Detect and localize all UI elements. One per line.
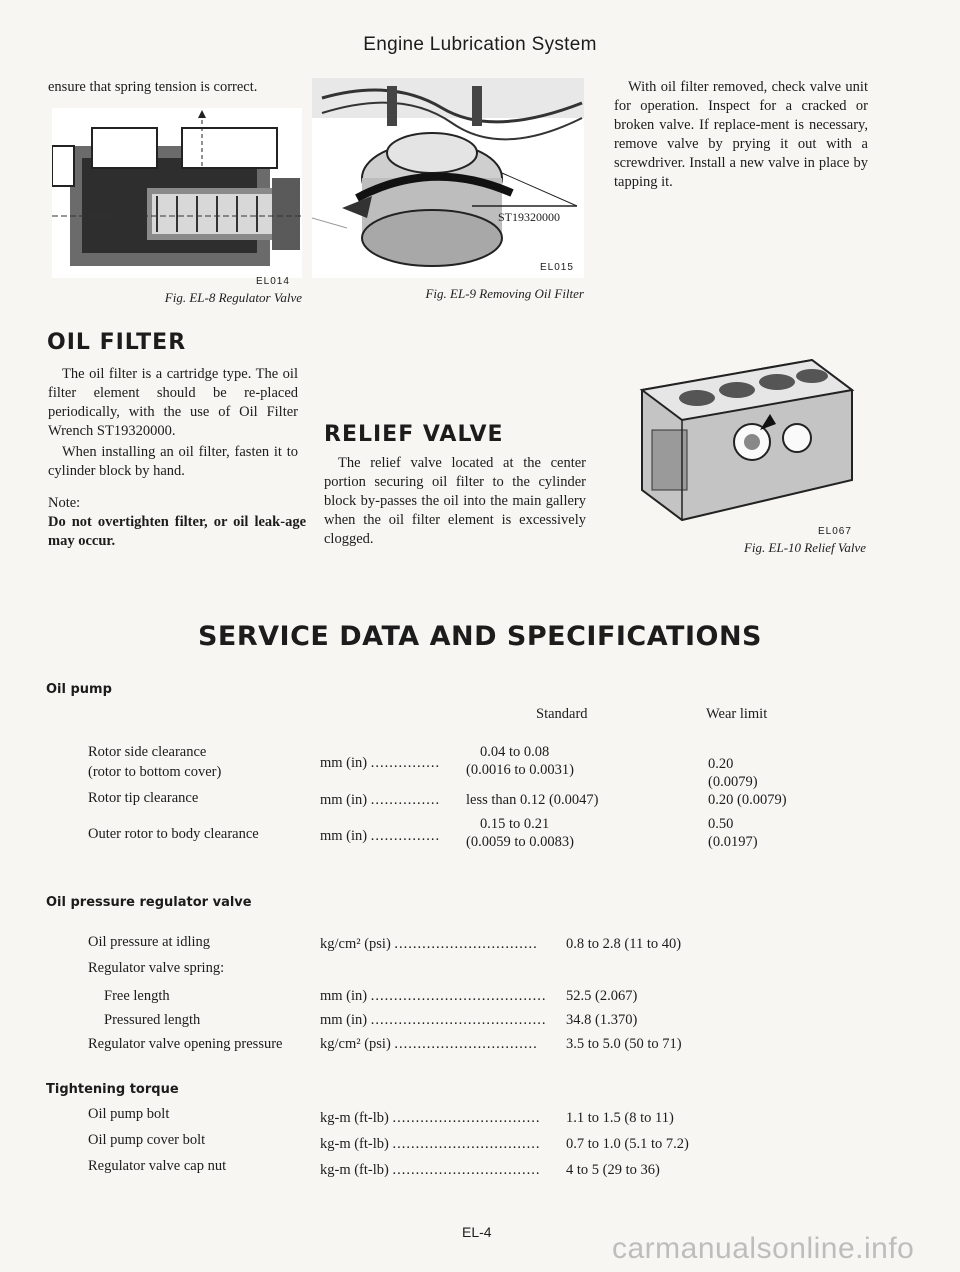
unit-text: mm (in) <box>320 792 368 808</box>
relief-valve-heading: RELIEF VALVE <box>324 422 504 447</box>
regulator-heading: Oil pressure regulator valve <box>46 895 252 910</box>
spec-label: Pressured length <box>104 1012 201 1028</box>
spec-label: Oil pressure at idling <box>88 934 211 950</box>
spec-standard: 0.04 to 0.08 <box>480 744 550 760</box>
spec-standard: 0.15 to 0.21 <box>480 816 550 832</box>
oil-pump-heading: Oil pump <box>46 682 112 697</box>
torque-heading: Tightening torque <box>46 1082 179 1097</box>
spec-label: Outer rotor to body clearance <box>88 826 259 842</box>
spec-unit <box>320 1036 538 1053</box>
spec-standard: (0.0059 to 0.0083) <box>466 834 574 850</box>
regulator-valve-drawing <box>52 108 302 278</box>
spec-label: Regulator valve cap nut <box>88 1158 227 1174</box>
spec-label: Rotor side clearance <box>88 744 207 760</box>
spec-unit <box>320 1162 540 1179</box>
spec-wear: (0.0197) <box>708 834 758 850</box>
spec-value: 1.1 to 1.5 (8 to 11) <box>566 1110 674 1126</box>
spec-value: 4 to 5 (29 to 36) <box>566 1162 660 1178</box>
dot-leader: ............... <box>370 755 441 771</box>
watermark[interactable]: carmanualsonline.info <box>612 1232 915 1265</box>
dot-leader: ............................... <box>394 1036 538 1052</box>
spec-unit <box>320 1110 540 1127</box>
col-wear-limit-header: Wear limit <box>706 706 768 722</box>
unit-text: kg-m (ft-lb) <box>320 1110 389 1126</box>
fig8-caption: Fig. EL-8 Regulator Valve <box>164 290 302 305</box>
check-valve-text: With oil filter removed, check valve unit for operation. Inspect for a cracked or broken valve. If replace-ment is necessary, remove valve by prying it out with a screwdriver. Install a new valve in place by tapping it. <box>614 79 868 190</box>
spec-label: Regulator valve spring: <box>88 960 225 976</box>
fig9-caption: Fig. EL-9 Removing Oil Filter <box>425 286 584 301</box>
fig10-caption: Fig. EL-10 Relief Valve <box>743 540 866 555</box>
dot-leader: ................................ <box>392 1162 541 1178</box>
spec-wear: (0.0079) <box>708 774 758 790</box>
oil-filter-paragraph-1: The oil filter is a cartridge type. The oil filter element should be re-placed periodically, with the use of Oil Filter Wrench ST19320000. <box>48 366 298 439</box>
oil-filter-paragraph-2: When installing an oil filter, fasten it to cylinder block by hand. <box>48 444 298 479</box>
spec-unit <box>320 1136 540 1153</box>
spec-value: 3.5 to 5.0 (50 to 71) <box>566 1036 682 1052</box>
figure-relief-valve <box>612 330 868 530</box>
figure-regulator-valve <box>52 108 302 278</box>
fig9-code: EL015 <box>540 262 574 273</box>
intro-text: ensure that spring tension is correct. <box>48 79 258 95</box>
spec-value: 52.5 (2.067) <box>566 988 638 1004</box>
spec-wear: 0.50 <box>708 816 734 832</box>
cylinder-block-drawing <box>612 330 868 530</box>
spec-unit <box>320 1012 547 1029</box>
note-label: Note: <box>48 495 81 511</box>
spec-label: Rotor tip clearance <box>88 790 199 806</box>
unit-text: kg/cm² (psi) <box>320 936 391 952</box>
dot-leader: ................................ <box>392 1110 541 1126</box>
fig9-tool-number: ST19320000 <box>498 210 561 224</box>
unit-text: kg-m (ft-lb) <box>320 1136 389 1152</box>
dot-leader: ............... <box>370 828 441 844</box>
spec-wear: 0.20 <box>708 756 734 772</box>
spec-standard: (0.0016 to 0.0031) <box>466 762 574 778</box>
unit-text: mm (in) <box>320 1012 368 1028</box>
oil-filter-removal-drawing <box>312 78 584 278</box>
spec-unit <box>320 936 538 953</box>
spec-label: Regulator valve opening pressure <box>88 1036 283 1052</box>
figure-removing-oil-filter <box>312 78 584 278</box>
spec-unit <box>320 755 440 772</box>
relief-valve-text: The relief valve located at the center portion securing oil filter to the cylinder block by-passes the oil into the main gallery when the oil filter element is excessively clogged. <box>324 455 586 547</box>
spec-value: 34.8 (1.370) <box>566 1012 638 1028</box>
dot-leader: ...................................... <box>370 988 547 1004</box>
unit-text: mm (in) <box>320 828 368 844</box>
dot-leader: ...................................... <box>370 1012 547 1028</box>
unit-text: mm (in) <box>320 988 368 1004</box>
page-number: EL-4 <box>462 1224 492 1240</box>
note-text: Do not overtighten filter, or oil leak-age may occur. <box>48 514 306 549</box>
fig8-code: EL014 <box>256 276 290 287</box>
col-standard-header: Standard <box>536 706 588 722</box>
spec-label: Free length <box>104 988 170 1004</box>
oil-filter-heading: OIL FILTER <box>47 330 187 355</box>
spec-unit <box>320 828 440 845</box>
spec-unit <box>320 988 547 1005</box>
spec-value: 0.7 to 1.0 (5.1 to 7.2) <box>566 1136 689 1152</box>
unit-text: kg-m (ft-lb) <box>320 1162 389 1178</box>
spec-value: 0.8 to 2.8 (11 to 40) <box>566 936 682 952</box>
dot-leader: ............................... <box>394 936 538 952</box>
fig10-code: EL067 <box>818 526 852 537</box>
dot-leader: ............... <box>370 792 441 808</box>
dot-leader: ................................ <box>392 1136 541 1152</box>
spec-unit <box>320 792 440 809</box>
spec-label: Oil pump bolt <box>88 1106 170 1122</box>
spec-label: Oil pump cover bolt <box>88 1132 206 1148</box>
unit-text: mm (in) <box>320 755 368 771</box>
spec-wear: 0.20 (0.0079) <box>708 792 787 808</box>
page-header: Engine Lubrication System <box>363 34 597 55</box>
service-data-title: SERVICE DATA AND SPECIFICATIONS <box>197 621 763 652</box>
spec-standard: less than 0.12 (0.0047) <box>466 792 599 808</box>
spec-label: (rotor to bottom cover) <box>88 764 222 780</box>
unit-text: kg/cm² (psi) <box>320 1036 391 1052</box>
